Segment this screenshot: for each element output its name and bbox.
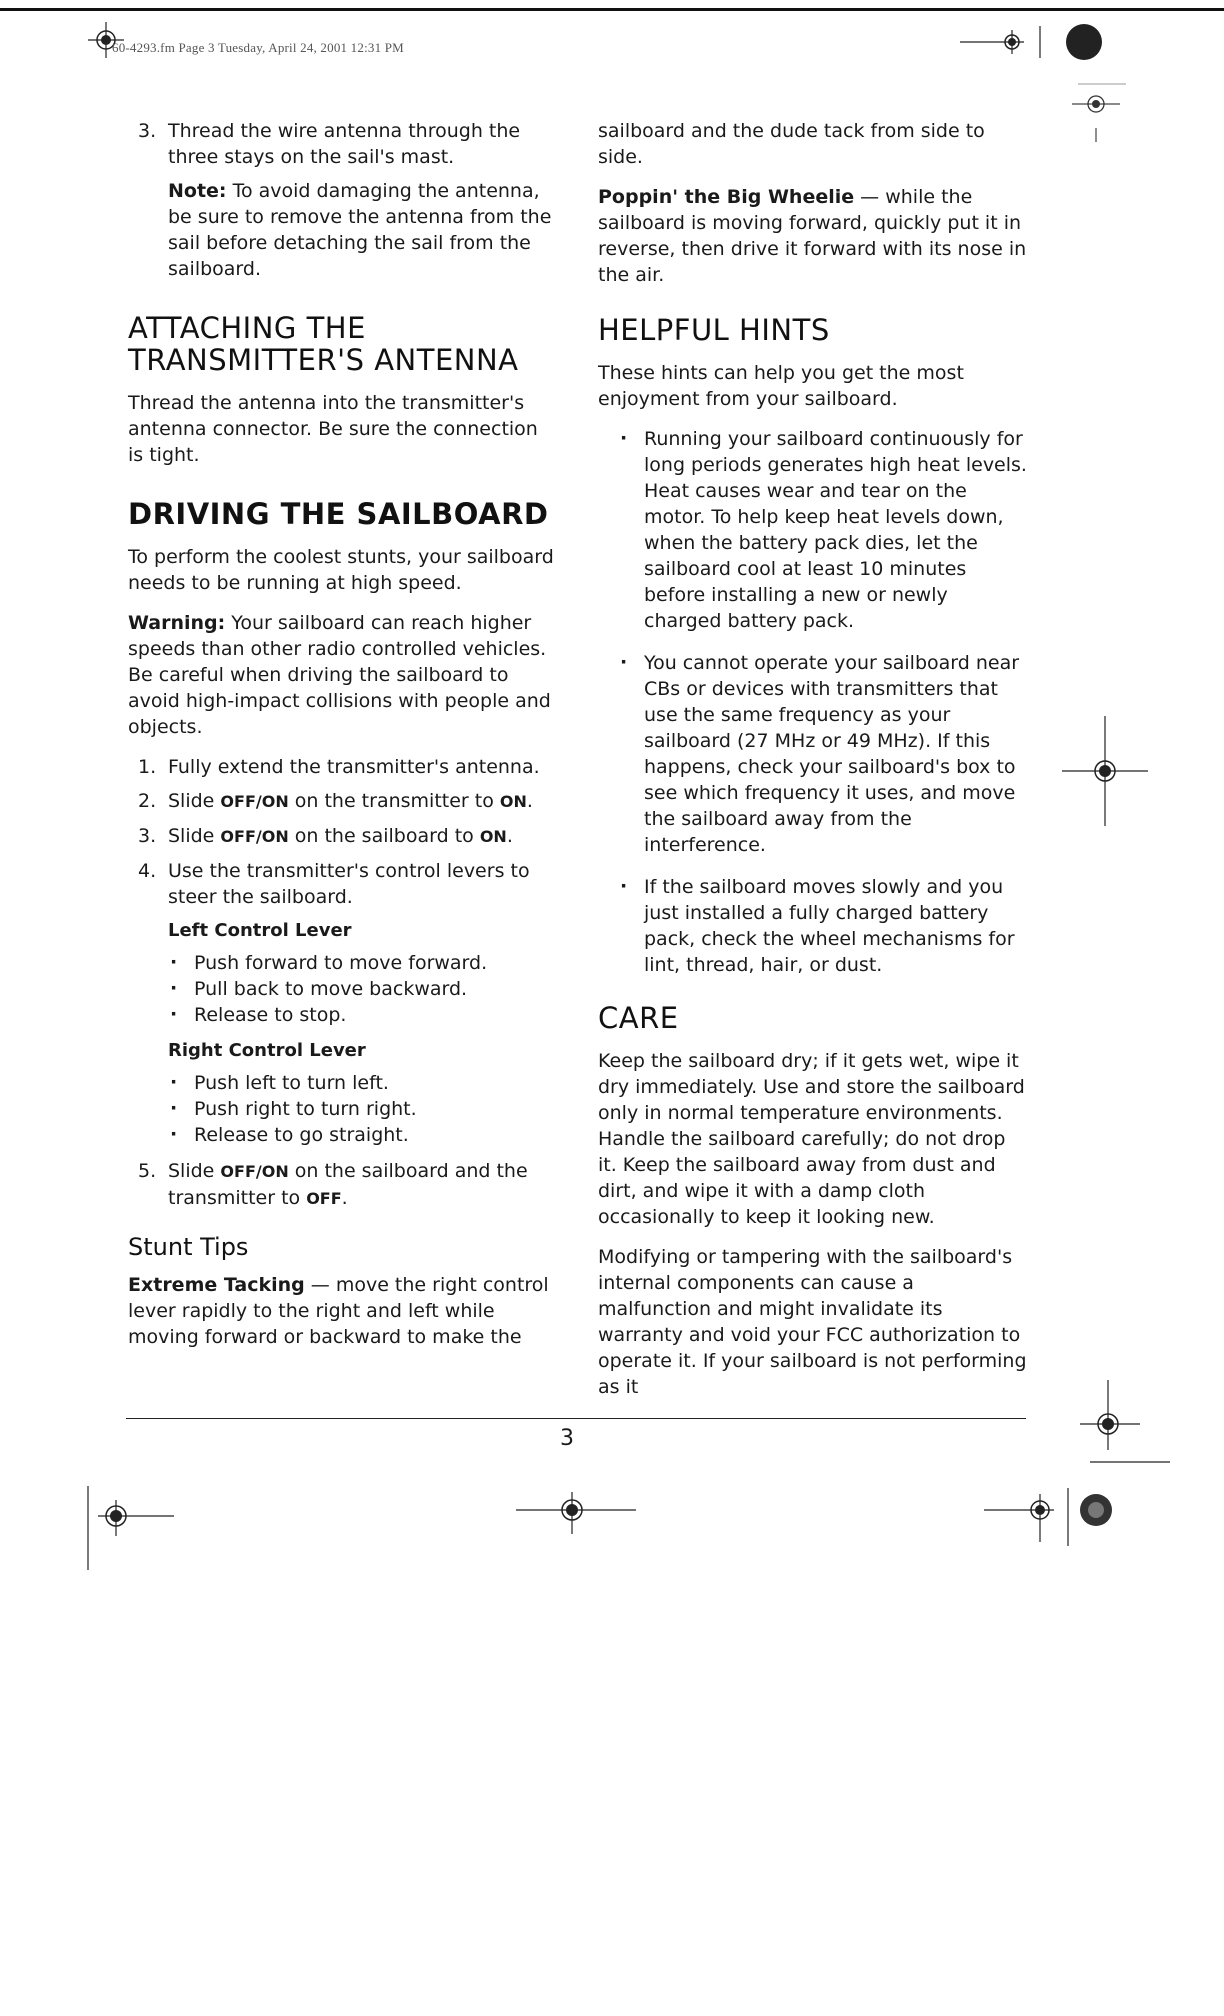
registration-mark-icon	[1080, 1380, 1170, 1470]
step-number: 5.	[138, 1160, 157, 1182]
stunt-tips-heading: Stunt Tips	[128, 1233, 249, 1261]
step-text: Fully extend the transmitter's antenna.	[168, 756, 540, 778]
left-lever-heading: Left Control Lever	[168, 920, 352, 941]
tacking-label: Extreme Tacking	[128, 1274, 305, 1296]
registration-mark-icon	[516, 1486, 636, 1546]
warning-text: Your sailboard can reach higher speeds than other radio controlled vehicles. Be careful when driving the sailboard to avoid high-impact collisions with people and objects.	[128, 612, 551, 738]
right-lever-heading: Right Control Lever	[168, 1040, 366, 1061]
footer-rule	[126, 1418, 1026, 1419]
registration-mark-icon	[1062, 716, 1148, 826]
step-number: 2.	[138, 790, 157, 812]
tacking-paragraph	[128, 1272, 556, 1350]
step-number: 4.	[138, 860, 157, 882]
list-item: · Release to stop.	[168, 1002, 556, 1028]
page-number: 3	[560, 1426, 574, 1451]
step-3b	[128, 823, 556, 850]
list-item: · Push right to turn right.	[168, 1096, 556, 1122]
switch-position: OFF	[306, 1189, 342, 1208]
registration-mark-icon	[1070, 80, 1130, 164]
registration-mark-icon	[960, 24, 1050, 60]
hints-intro: These hints can help you get the most enjoyment from your sailboard.	[598, 362, 964, 410]
step-text: Slide	[168, 825, 221, 847]
step-text: Thread the wire antenna through the three stays on the sail's mast.	[168, 120, 521, 168]
left-lever-list	[128, 950, 556, 1028]
switch-label: OFF/ON	[220, 1162, 289, 1181]
registration-mark-icon	[78, 1486, 178, 1570]
wheelie-label: Poppin' the Big Wheelie	[598, 186, 855, 208]
note-text: To avoid damaging the antenna, be sure to remove the antenna from the sail before detaching the sail from the sailboard.	[168, 180, 552, 280]
step-3	[128, 118, 556, 170]
step-text: on the transmitter to	[288, 790, 500, 812]
note-label: Note:	[168, 180, 227, 202]
driving-text: To perform the coolest stunts, your sailboard needs to be running at high speed.	[128, 546, 554, 594]
care-paragraph-2: Modifying or tampering with the sailboard's internal components can cause a malfunction and might invalidate its warranty and void your FCC authorization to operate it. If your sailboard is not performing as it	[598, 1246, 1027, 1398]
list-item: · Push left to turn left.	[168, 1070, 556, 1096]
step-number: 3.	[138, 825, 157, 847]
list-item: · You cannot operate your sailboard near CBs or devices with transmitters that use the same frequency as your sailboard (27 MHz or 49 MHz). If this happens, check your sailboard's box to see which frequency it uses, and move the sailboard away from the interference.	[618, 650, 1030, 858]
step-text: .	[506, 825, 513, 847]
switch-position: ON	[479, 827, 507, 846]
step-5	[128, 1158, 556, 1212]
step-text: .	[341, 1187, 348, 1209]
list-item: · Pull back to move backward.	[168, 976, 556, 1002]
step-text: Slide	[168, 790, 221, 812]
care-heading: CARE	[598, 1001, 679, 1035]
step-4	[128, 858, 556, 910]
list-item: · If the sailboard moves slowly and you just installed a fully charged battery pack, check the wheel mechanisms for lint, thread, hair, or dust.	[618, 874, 1030, 978]
switch-label: OFF/ON	[220, 792, 289, 811]
print-slug: 60-4293.fm Page 3 Tuesday, April 24, 2001 12:31 PM	[112, 40, 404, 55]
list-item: · Running your sailboard continuously for long periods generates high heat levels. Heat causes wear and tear on the motor. To help keep heat levels down, when the battery pack dies, let the sailboard cool at least 10 minutes before installing a new or newly charged battery pack.	[618, 426, 1030, 634]
warning-paragraph	[128, 610, 556, 740]
step-text: Use the transmitter's control levers to steer the sailboard.	[168, 860, 530, 908]
step-number: 3.	[138, 120, 157, 142]
registration-mark-icon	[984, 1486, 1124, 1556]
step-2	[128, 788, 556, 815]
step-text: .	[526, 790, 533, 812]
switch-label: OFF/ON	[220, 827, 289, 846]
color-dot-icon	[1064, 22, 1104, 62]
wheelie-text: — while the sailboard is moving forward, quickly put it in reverse, then drive it forward with its nose in the air.	[598, 186, 1027, 286]
attach-antenna-text: Thread the antenna into the transmitter's antenna connector. Be sure the connection is tight.	[128, 392, 538, 466]
attach-antenna-heading: ATTACHING THE TRANSMITTER'S ANTENNA	[128, 311, 519, 377]
step-number: 1.	[138, 756, 157, 778]
right-lever-list	[128, 1070, 556, 1148]
list-item: · Release to go straight.	[168, 1122, 556, 1148]
care-paragraph-1: Keep the sailboard dry; if it gets wet, wipe it dry immediately. Use and store the sailboard only in normal temperature environments. Handle the sailboard carefully; do not drop it. Keep the sailboard away from dust and dirt, and wipe it with a damp cloth occasionally to keep it looking new.	[598, 1050, 1025, 1228]
top-rule	[0, 8, 1224, 11]
step-text: on the sailboard to	[288, 825, 480, 847]
tacking-text: — move the right control lever rapidly to the right and left while moving forward or backward to make the	[128, 1274, 549, 1348]
helpful-hints-heading: HELPFUL HINTS	[598, 313, 830, 347]
hints-list	[598, 426, 1030, 978]
warning-label: Warning:	[128, 612, 226, 634]
driving-heading: DRIVING THE SAILBOARD	[128, 497, 549, 531]
list-item: · Push forward to move forward.	[168, 950, 556, 976]
step-1	[128, 754, 556, 780]
wheelie-paragraph	[598, 184, 1030, 288]
step-text: on the sailboard and the transmitter to	[168, 1160, 528, 1209]
right-column	[598, 118, 1030, 1414]
antenna-note	[128, 178, 556, 282]
step-text: Slide	[168, 1160, 221, 1182]
left-column	[128, 118, 556, 1364]
switch-position: ON	[499, 792, 527, 811]
tacking-continued: sailboard and the dude tack from side to side.	[598, 120, 985, 168]
